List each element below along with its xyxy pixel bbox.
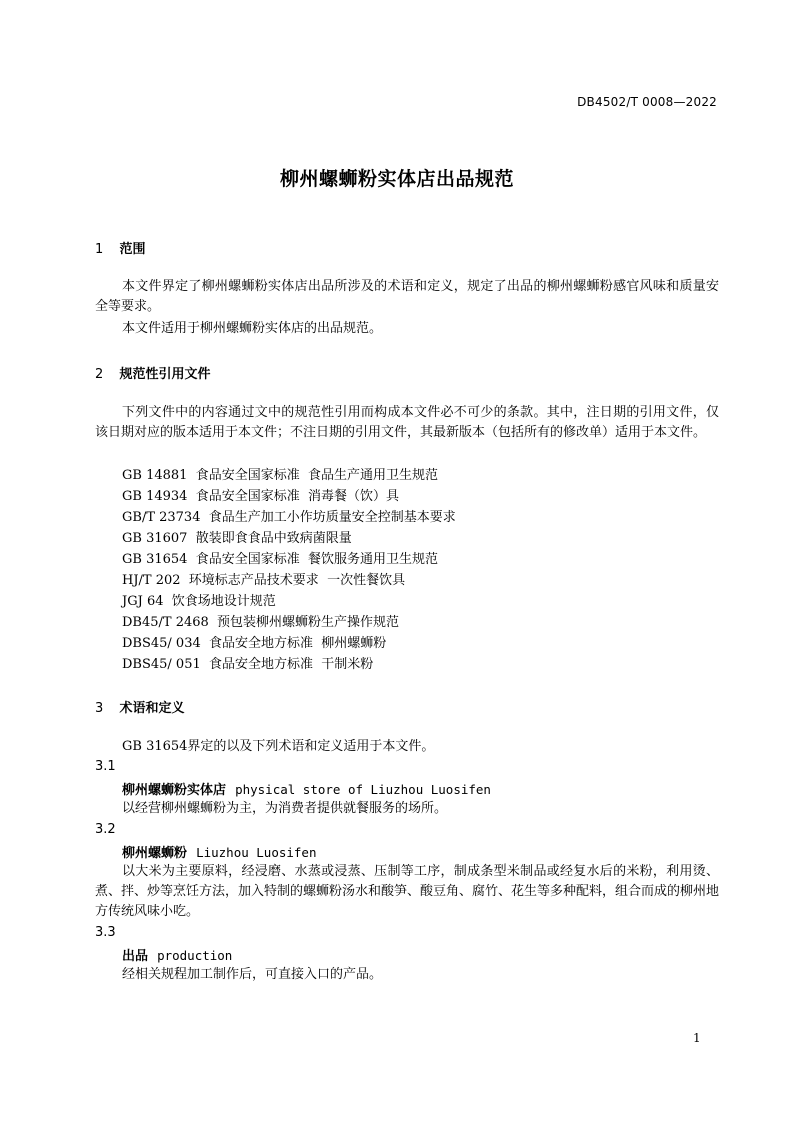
term-name	[122, 945, 232, 964]
reference-item: GB 31654 食品安全国家标准 餐饮服务通用卫生规范	[122, 552, 438, 567]
term-number: 3.3	[95, 925, 116, 940]
document-code: DB4502/T 0008—2022	[577, 95, 717, 109]
term-number: 3.1	[95, 759, 116, 774]
document-title: 柳州螺蛳粉实体店出品规范	[279, 168, 514, 190]
term-name-en: Liuzhou Luosifen	[196, 845, 317, 860]
reference-item: GB 14934 食品安全国家标准 消毒餐（饮）具	[122, 489, 399, 504]
section-title: 范围	[119, 242, 146, 257]
reference-item: DB45/T 2468 预包装柳州螺蛳粉生产操作规范	[122, 615, 400, 630]
term-name-en: physical store of Liuzhou Luosifen	[235, 782, 491, 797]
term-definition: 以大米为主要原料，经浸磨、水蒸或浸蒸、压制等工序，制成条型米制品或经复水后的米粉，利用烫、煮、拌、炒等烹饪方法，加入特制的螺蛳粉汤水和酸笋、酸豆角、腐竹、花生等多种配料，组合而成的柳州地方传统风味小吃。	[95, 864, 720, 919]
page-number: 1	[693, 1031, 701, 1045]
section-title: 术语和定义	[119, 701, 185, 716]
term-name-cn: 柳州螺蛳粉	[122, 846, 188, 861]
reference-item: GB 31607 散装即食食品中致病菌限量	[122, 531, 352, 546]
section-number: 3	[95, 701, 104, 716]
section-1-paragraph-2: 本文件适用于柳州螺蛳粉实体店的出品规范。	[122, 321, 383, 336]
reference-item: DBS45/ 034 食品安全地方标准 柳州螺蛳粉	[122, 636, 387, 651]
reference-item: DBS45/ 051 食品安全地方标准 干制米粉	[122, 657, 374, 672]
term-name-cn: 出品	[122, 949, 149, 964]
reference-item: GB 14881 食品安全国家标准 食品生产通用卫生规范	[122, 468, 438, 483]
section-number: 1	[95, 242, 104, 257]
term-name-en: production	[157, 948, 233, 963]
term-definition: 以经营柳州螺蛳粉为主，为消费者提供就餐服务的场所。	[122, 801, 448, 816]
section-title: 规范性引用文件	[119, 367, 211, 382]
term-name-cn: 柳州螺蛳粉实体店	[122, 783, 227, 798]
term-definition: 经相关规程加工制作后，可直接入口的产品。	[122, 967, 383, 982]
section-1-heading	[95, 238, 146, 257]
term-name	[122, 779, 491, 798]
section-2-heading	[95, 363, 211, 382]
reference-item: HJ/T 202 环境标志产品技术要求 一次性餐饮具	[122, 573, 406, 588]
reference-item: GB/T 23734 食品生产加工小作坊质量安全控制基本要求	[122, 510, 456, 525]
section-1-paragraph-1: 本文件界定了柳州螺蛳粉实体店出品所涉及的术语和定义，规定了出品的柳州螺蛳粉感官风味和质量安全等要求。	[95, 279, 719, 314]
reference-item: JGJ 64 饮食场地设计规范	[122, 594, 276, 609]
term-number: 3.2	[95, 822, 116, 837]
section-3-intro: GB 31654界定的以及下列术语和定义适用于本文件。	[122, 739, 435, 754]
section-3-heading	[95, 697, 185, 716]
section-number: 2	[95, 367, 104, 382]
term-name	[122, 842, 317, 861]
section-2-intro: 下列文件中的内容通过文中的规范性引用而构成本文件必不可少的条款。其中，注日期的引用文件，仅该日期对应的版本适用于本文件；不注日期的引用文件，其最新版本（包括所有的修改单）适用于本文件。	[95, 405, 719, 440]
